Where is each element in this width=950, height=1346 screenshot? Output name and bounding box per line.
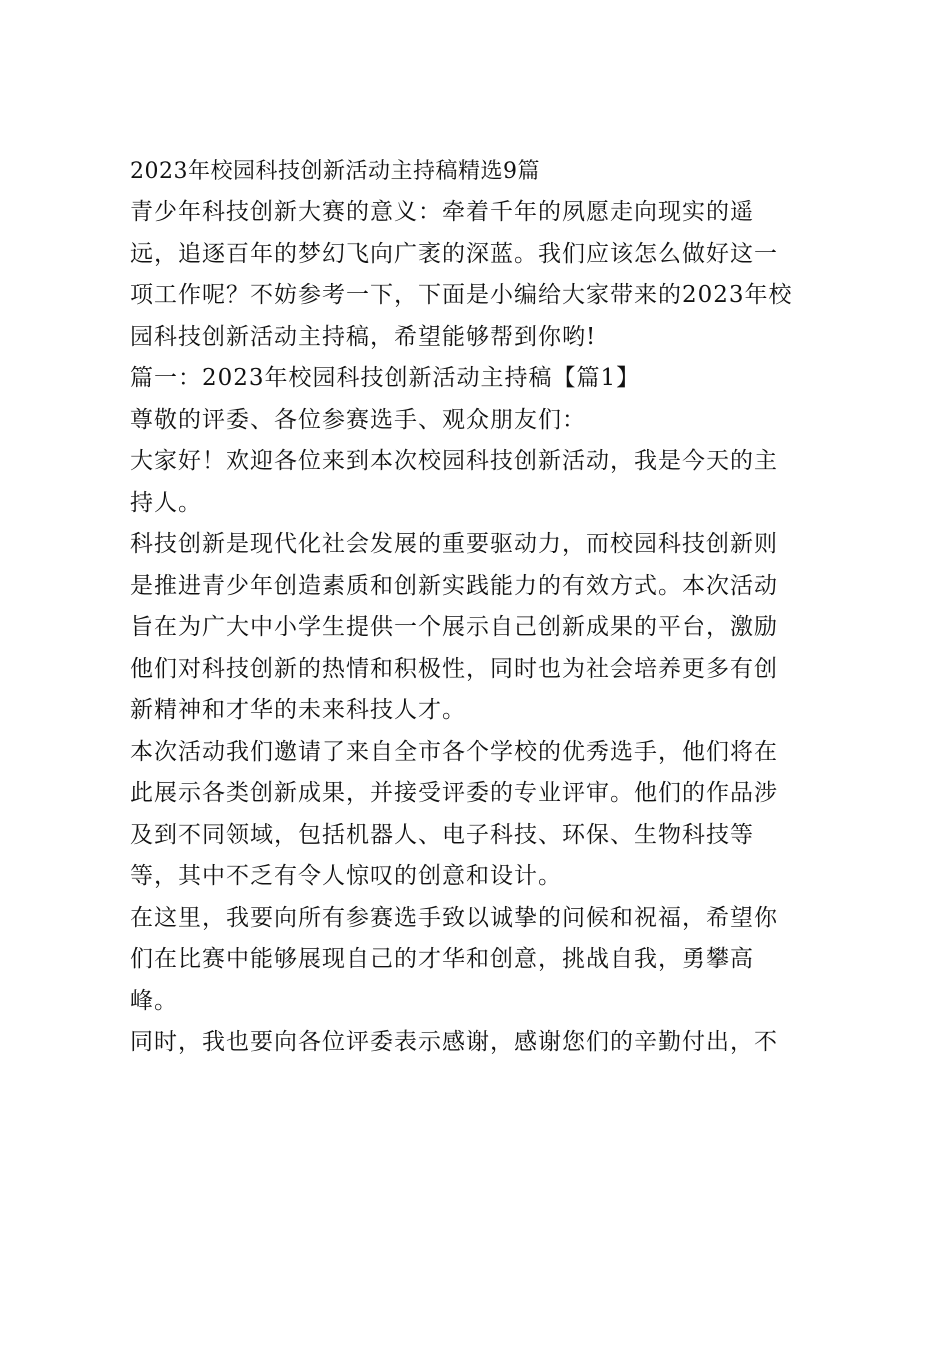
text-line: 篇一：2023年校园科技创新活动主持稿【篇1】 <box>130 365 641 391</box>
text-line: 科技创新是现代化社会发展的重要驱动力，而校园科技创新则 <box>130 531 778 557</box>
paragraph-significance <box>130 524 830 732</box>
paragraph-thanks <box>130 1022 830 1064</box>
text-line: 远，追逐百年的梦幻飞向广袤的深蓝。我们应该怎么做好这一 <box>130 240 778 267</box>
text-line: 等，其中不乏有令人惊叹的创意和设计。 <box>130 863 562 889</box>
paragraph-intro <box>130 192 830 358</box>
text-line: 同时，我也要向各位评委表示感谢，感谢您们的辛勤付出，不 <box>130 1029 778 1055</box>
paragraph-wishes <box>130 898 830 1023</box>
text-line: 青少年科技创新大赛的意义：牵着千年的夙愿走向现实的遥 <box>130 199 754 225</box>
text-line: 项工作呢？不妨参考一下，下面是小编给大家带来的2023年校 <box>130 282 793 308</box>
text-line: 此展示各类创新成果，并接受评委的专业评审。他们的作品涉 <box>130 780 778 806</box>
text-line: 及到不同领域，包括机器人、电子科技、环保、生物科技等 <box>130 821 754 848</box>
text-line: 新精神和才华的未来科技人才。 <box>130 697 466 723</box>
section-heading <box>130 358 830 400</box>
text-line: 大家好！欢迎各位来到本次校园科技创新活动，我是今天的主 <box>130 448 778 474</box>
text-line: 是推进青少年创造素质和创新实践能力的有效方式。本次活动 <box>130 572 778 599</box>
paragraph-salutation <box>130 400 830 442</box>
text-line: 们在比赛中能够展现自己的才华和创意，挑战自我，勇攀高 <box>130 946 754 972</box>
text-line: 园科技创新活动主持稿，希望能够帮到你哟! <box>130 323 597 350</box>
text-line: 在这里，我要向所有参赛选手致以诚挚的问候和祝福，希望你 <box>130 904 778 931</box>
text-line: 尊敬的评委、各位参赛选手、观众朋友们： <box>130 406 586 433</box>
paragraph-greeting <box>130 441 830 524</box>
text-line: 峰。 <box>130 987 178 1014</box>
document-title: 2023年校园科技创新活动主持稿精选9篇 <box>130 159 540 184</box>
document-body <box>130 152 830 1064</box>
text-line: 旨在为广大中小学生提供一个展示自己创新成果的平台，激励 <box>130 614 778 640</box>
text-line: 持人。 <box>130 489 202 516</box>
text-line: 本次活动我们邀请了来自全市各个学校的优秀选手，他们将在 <box>130 738 778 765</box>
text-line: 他们对科技创新的热情和积极性，同时也为社会培养更多有创 <box>130 655 778 682</box>
paragraph-participants <box>130 732 830 898</box>
